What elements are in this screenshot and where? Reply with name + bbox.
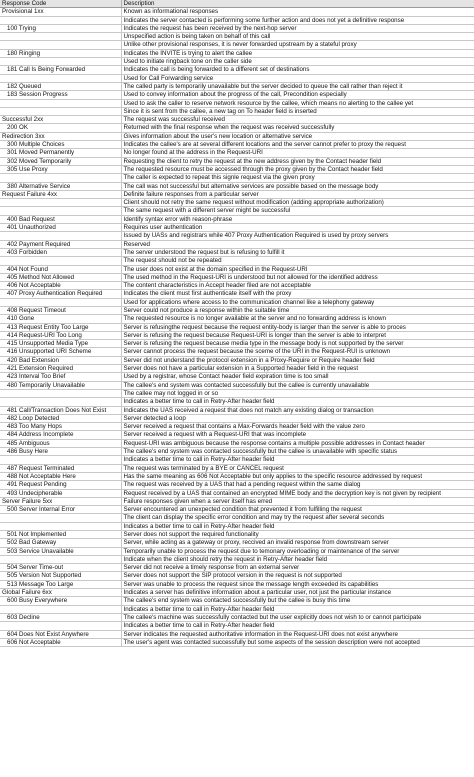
response-code-cell <box>0 33 121 41</box>
response-code-cell: 200 OK <box>0 124 121 132</box>
description-cell: Indicates a better time to call in Retry-After header field <box>121 456 474 464</box>
table-row <box>0 16 474 24</box>
table-row <box>0 448 474 456</box>
description-cell: Used for applications where access to the communication channel like a telephony gateway <box>121 298 474 306</box>
table-row <box>0 514 474 522</box>
table-row <box>0 257 474 265</box>
description-cell: The user's agent was contacted successfully but some aspects of the session description were not accepted <box>121 638 474 646</box>
description-cell: Indicates a better time to call in Retry-After header field <box>121 398 474 406</box>
description-cell: Indicates the server contacted is performing some further action and does not yet a definitive response <box>121 16 474 24</box>
table-row <box>0 547 474 555</box>
description-cell: The same request with a different server might be successful <box>121 207 474 215</box>
table-row <box>0 33 474 41</box>
description-cell: Server cannot process the request because the sceme of the URI in the Request-RUI is unknown <box>121 348 474 356</box>
response-code-cell <box>0 41 121 49</box>
response-code-cell: 414 Request-URI Too Long <box>0 331 121 339</box>
description-cell: Server detected a loop <box>121 414 474 422</box>
description-cell: The callee's end system was contacted successfully but the callee is currently unavailable <box>121 381 474 389</box>
response-code-cell: 488 Not Acceptable Here <box>0 472 121 480</box>
description-cell: Indicates the callee's are at several different locations and the server cannot prefer to proxy the request <box>121 141 474 149</box>
table-group-row <box>0 190 474 198</box>
table-row <box>0 365 474 373</box>
table-row <box>0 389 474 397</box>
table-row <box>0 74 474 82</box>
description-cell: Issued by UASs and registrars while 407 Proxy Authentication Required is used by proxy servers <box>121 232 474 240</box>
description-cell: The called party is temporarily unavailable but the server decided to queue the call rather than reject it <box>121 82 474 90</box>
response-code-cell: 603 Decline <box>0 613 121 621</box>
response-code-cell <box>0 74 121 82</box>
description-cell: Indicates a better time to call in Retry-After header field <box>121 522 474 530</box>
description-cell: Request received by a UAS that contained an encrypted MIME body and the decryption key is not given by recipient <box>121 489 474 497</box>
response-code-cell: 421 Extension Required <box>0 365 121 373</box>
description-cell: Request-URI was ambiguous because the response contains a multiple possible addresses in Contact header <box>121 439 474 447</box>
description-cell: Indicates the request has been received by the next-hop server <box>121 24 474 32</box>
description-cell: Known as informational responses <box>121 8 474 16</box>
response-code-cell: 402 Payment Required <box>0 240 121 248</box>
response-code-cell: 487 Request Terminated <box>0 464 121 472</box>
response-code-cell: 413 Request Entity Too Large <box>0 323 121 331</box>
description-cell: Server is refusing the request because media type in the message body is not supported by the server <box>121 340 474 348</box>
description-cell: Indicates a better time to call in Retry-After header field <box>121 622 474 630</box>
table-row <box>0 207 474 215</box>
table-row <box>0 539 474 547</box>
table-row <box>0 555 474 563</box>
response-code-cell <box>0 456 121 464</box>
description-cell: Definite failure responses from a particular server <box>121 190 474 198</box>
table-row <box>0 356 474 364</box>
table-group-row <box>0 132 474 140</box>
description-cell: Indicates the client must first authenticate itself with the proxy <box>121 290 474 298</box>
response-code-cell <box>0 605 121 613</box>
response-code-header: Response Code <box>0 0 121 8</box>
response-code-cell: 481 Call/Transaction Does Not Exist <box>0 406 121 414</box>
table-row <box>0 248 474 256</box>
table-row <box>0 472 474 480</box>
response-code-cell: 501 Not Implemented <box>0 531 121 539</box>
response-code-cell: 406 Not Acceptable <box>0 282 121 290</box>
response-code-cell: 100 Trying <box>0 24 121 32</box>
description-cell: Server was unable to process the request since the message length exceeded its capabilities <box>121 580 474 588</box>
description-cell: The request should not be repeated <box>121 257 474 265</box>
response-code-cell: 486 Busy Here <box>0 448 121 456</box>
description-cell: Client should not retry the same request without modification (adding appropriate authorization) <box>121 199 474 207</box>
description-cell: Indicate when the client should retry the request in Retry-After header field <box>121 555 474 563</box>
response-code-cell: 180 Ringing <box>0 49 121 57</box>
response-code-cell: 302 Moved Temporarily <box>0 157 121 165</box>
response-code-cell: 404 Not Found <box>0 265 121 273</box>
description-cell: The request was received by a UAS that had a pending request within the same dialog <box>121 481 474 489</box>
table-row <box>0 182 474 190</box>
table-row <box>0 58 474 66</box>
response-code-cell: 415 Unsupported Media Type <box>0 340 121 348</box>
table-row <box>0 265 474 273</box>
table-row <box>0 290 474 298</box>
description-cell: Indicates a better time to call in Retry-After header field <box>121 605 474 613</box>
table-row <box>0 597 474 605</box>
response-code-cell <box>0 398 121 406</box>
table-row <box>0 580 474 588</box>
description-cell: The callee's end system was contacted successfully but the callee is unavailable with specific status <box>121 448 474 456</box>
response-code-cell <box>0 58 121 66</box>
table-row <box>0 232 474 240</box>
description-cell: The content characteristics in Accept header filed are not acceptable <box>121 282 474 290</box>
description-cell: Failure responses given when a server itself has erred <box>121 497 474 505</box>
description-cell: Unlike other provisional responses, it is never forwarded upstream by a stateful proxy <box>121 41 474 49</box>
response-code-cell: 183 Session Progress <box>0 91 121 99</box>
description-cell: No longer found at the address in the Request-URI <box>121 149 474 157</box>
table-row <box>0 630 474 638</box>
response-code-cell <box>0 16 121 24</box>
table-row <box>0 298 474 306</box>
description-cell: Server did not receive a timely response from an external server <box>121 564 474 572</box>
response-code-cell: 380 Alternative Service <box>0 182 121 190</box>
table-row <box>0 348 474 356</box>
table-row <box>0 605 474 613</box>
description-cell: The request was successful received <box>121 116 474 124</box>
description-cell: Requesting the client to retry the request at the new address given by the Contact header field <box>121 157 474 165</box>
table-row <box>0 66 474 74</box>
table-row <box>0 174 474 182</box>
response-code-cell <box>0 207 121 215</box>
table-row <box>0 456 474 464</box>
response-code-cell: 300 Multiple Choices <box>0 141 121 149</box>
description-cell: Server does not have a particular extension in a Supported header field in the request <box>121 365 474 373</box>
description-cell: The caller is expected to repeat this signle request via the given proxy <box>121 174 474 182</box>
response-code-cell: 482 Loop Detected <box>0 414 121 422</box>
table-row <box>0 24 474 32</box>
response-code-cell: Server Failure 5xx <box>0 497 121 505</box>
header-row <box>0 0 474 8</box>
table-group-row <box>0 589 474 597</box>
table-row <box>0 49 474 57</box>
description-cell: Indicates a server has definitive information about a particular user, not just the particular instance <box>121 589 474 597</box>
table-row <box>0 124 474 132</box>
table-row <box>0 273 474 281</box>
description-cell: The call was not successful but alternative services are possible based on the message body <box>121 182 474 190</box>
description-cell: Returned with the final response when the request was received successfully <box>121 124 474 132</box>
description-cell: Indicates the call is being forwarded to a different set of destinations <box>121 66 474 74</box>
description-cell: Server encountered an unexpected condition that prevented it from fulfilling the request <box>121 506 474 514</box>
description-cell: Used to initiate ringback tone on the caller side <box>121 58 474 66</box>
description-cell: Server did not understand the protocol extension in a Proxy-Require or Require header field <box>121 356 474 364</box>
response-code-cell: Provisional 1xx <box>0 8 121 16</box>
response-code-cell: Request Failure 4xx <box>0 190 121 198</box>
response-code-cell <box>0 199 121 207</box>
table-row <box>0 406 474 414</box>
description-cell: Server indicates the requested authoritative information in the Request-URI does not exist anywhere <box>121 630 474 638</box>
table-row <box>0 91 474 99</box>
description-cell: Server does not support the SIP protocol version in the request is not supported <box>121 572 474 580</box>
table-row <box>0 613 474 621</box>
response-code-cell: 423 Interval Too Brief <box>0 373 121 381</box>
response-code-cell: 505 Version Not Supported <box>0 572 121 580</box>
description-cell: Server is refusing the request because Request-URI is longer than the server is able to interpret <box>121 331 474 339</box>
response-code-cell: 408 Request Timeout <box>0 306 121 314</box>
description-cell: Server received a request with a Request-URI that was incomplete <box>121 431 474 439</box>
description-cell: The callee may not logged in or so <box>121 389 474 397</box>
table-row <box>0 282 474 290</box>
description-cell: Used to ask the caller to reserve network resource by the callee, which means no alerting to the callee yet <box>121 99 474 107</box>
table-row <box>0 564 474 572</box>
response-code-cell: Redirection 3xx <box>0 132 121 140</box>
table-row <box>0 398 474 406</box>
description-cell: The used method in the Request-URI is understood but not allowed for the identified address <box>121 273 474 281</box>
response-code-cell <box>0 622 121 630</box>
response-code-cell: 401 Unauthorized <box>0 224 121 232</box>
table-row <box>0 331 474 339</box>
table-row <box>0 414 474 422</box>
response-code-cell: 181 Call Is Being Forwarded <box>0 66 121 74</box>
table-row <box>0 522 474 530</box>
response-code-cell <box>0 555 121 563</box>
description-cell: Gives information about the user's new location or alternative service <box>121 132 474 140</box>
response-code-cell: 491 Request Pending <box>0 481 121 489</box>
table-row <box>0 572 474 580</box>
description-cell: Indicates the INVITE is trying to alert the callee <box>121 49 474 57</box>
table-row <box>0 306 474 314</box>
table-row <box>0 381 474 389</box>
description-cell: Server could not produce a response within the suitable time <box>121 306 474 314</box>
response-code-cell <box>0 389 121 397</box>
response-code-cell: 500 Server Internal Error <box>0 506 121 514</box>
table-row <box>0 622 474 630</box>
description-header: Description <box>121 0 474 8</box>
response-code-cell <box>0 99 121 107</box>
table-row <box>0 215 474 223</box>
description-cell: Indicates the UAS received a request that does not match any existing dialog or transaction <box>121 406 474 414</box>
table-row <box>0 107 474 115</box>
table-group-row <box>0 8 474 16</box>
description-cell: The server understood the request but is refusing to fulfill it <box>121 248 474 256</box>
response-code-cell: 182 Queued <box>0 82 121 90</box>
description-cell: The requested resource is no longer available at the server and no forwarding address is known <box>121 315 474 323</box>
description-cell: Requires user authentication <box>121 224 474 232</box>
table-row <box>0 506 474 514</box>
response-code-cell <box>0 522 121 530</box>
response-code-cell: 493 Undecipherable <box>0 489 121 497</box>
description-cell: Identify syntax error with reason-phrase <box>121 215 474 223</box>
response-code-cell: 400 Bad Request <box>0 215 121 223</box>
table-row <box>0 165 474 173</box>
table-row <box>0 431 474 439</box>
response-code-cell: 483 Too Many Hops <box>0 423 121 431</box>
description-cell: The user does not exist at the domain specified in the Request-URI <box>121 265 474 273</box>
response-code-cell: 407 Proxy Authentication Required <box>0 290 121 298</box>
description-cell: Used by a registrar, whose Contact header field expiration time is too small <box>121 373 474 381</box>
response-code-cell: 513 Message Too Large <box>0 580 121 588</box>
table-group-row <box>0 497 474 505</box>
table-row <box>0 149 474 157</box>
response-code-cell: 504 Server Time-out <box>0 564 121 572</box>
table-row <box>0 531 474 539</box>
response-code-cell: 420 Bad Extension <box>0 356 121 364</box>
response-code-cell: Successful 2xx <box>0 116 121 124</box>
response-code-cell: 405 Method Not Allowed <box>0 273 121 281</box>
response-code-cell: 305 Use Proxy <box>0 165 121 173</box>
table-row <box>0 141 474 149</box>
response-code-cell <box>0 232 121 240</box>
description-cell: Has the same meaning as 606 Not Acceptable but only applies to the specific resource addressed by request <box>121 472 474 480</box>
table-row <box>0 41 474 49</box>
table-row <box>0 481 474 489</box>
description-cell: Used to convey information about the progress of the call, Precondition especially <box>121 91 474 99</box>
description-cell: Server does not support the required functionality <box>121 531 474 539</box>
table-row <box>0 638 474 646</box>
response-code-cell: Global Failure 6xx <box>0 589 121 597</box>
response-code-cell <box>0 174 121 182</box>
response-code-cell: 503 Service Unavailable <box>0 547 121 555</box>
response-code-cell: 403 Forbidden <box>0 248 121 256</box>
table-group-row <box>0 116 474 124</box>
response-code-cell: 410 Gone <box>0 315 121 323</box>
response-code-cell: 485 Ambiguous <box>0 439 121 447</box>
response-code-cell: 416 Unsupported URI Scheme <box>0 348 121 356</box>
description-cell: Used for Call Forwarding service <box>121 74 474 82</box>
table-row <box>0 99 474 107</box>
description-cell: Temporarily unable to process the request due to temonary overloading or maintenance of the server <box>121 547 474 555</box>
response-code-cell <box>0 298 121 306</box>
response-code-cell: 604 Does Not Exist Anywhere <box>0 630 121 638</box>
response-code-cell: 484 Address Incomplete <box>0 431 121 439</box>
response-code-cell: 301 Moved Permanently <box>0 149 121 157</box>
table-row <box>0 82 474 90</box>
table-row <box>0 439 474 447</box>
table-row <box>0 373 474 381</box>
table-row <box>0 423 474 431</box>
description-cell: Since it is sent from the callee, a new tag on To header field is inserted <box>121 107 474 115</box>
response-code-cell <box>0 514 121 522</box>
table-row <box>0 464 474 472</box>
table-row <box>0 240 474 248</box>
table-row <box>0 157 474 165</box>
table-row <box>0 489 474 497</box>
table-row <box>0 315 474 323</box>
description-cell: Unspecified action is being taken on behalf of this call <box>121 33 474 41</box>
response-code-cell: 480 Temporarily Unavailable <box>0 381 121 389</box>
table-row <box>0 199 474 207</box>
description-cell: The client can display the specific error condition and may try the request after several seconds <box>121 514 474 522</box>
description-cell: The callee's end system was contacted successfully but the callee is busy this time <box>121 597 474 605</box>
response-code-cell: 502 Bad Gateway <box>0 539 121 547</box>
response-code-cell <box>0 257 121 265</box>
response-code-cell: 600 Busy Everywhere <box>0 597 121 605</box>
description-cell: The callee's machine was successfully contacted but the user explicitly does not wish to or cannot participate <box>121 613 474 621</box>
table-body <box>0 8 474 647</box>
table-row <box>0 340 474 348</box>
description-cell: The requested resource must be accessed through the proxy given by the Contact header field <box>121 165 474 173</box>
table-row <box>0 323 474 331</box>
description-cell: The request was terminated by a BYE or CANCEL request <box>121 464 474 472</box>
table-row <box>0 224 474 232</box>
description-cell: Reserved <box>121 240 474 248</box>
description-cell: Server, while acting as a gateway or proxy, reccived an invalid response from downstream server <box>121 539 474 547</box>
response-code-cell: 606 Not Acceptable <box>0 638 121 646</box>
description-cell: Server is refusingthe request because the request entity-body is larger than the server is able to proces <box>121 323 474 331</box>
response-code-cell <box>0 107 121 115</box>
description-cell: Server received a request that contains a Max-Forwards header field with the value zero <box>121 423 474 431</box>
